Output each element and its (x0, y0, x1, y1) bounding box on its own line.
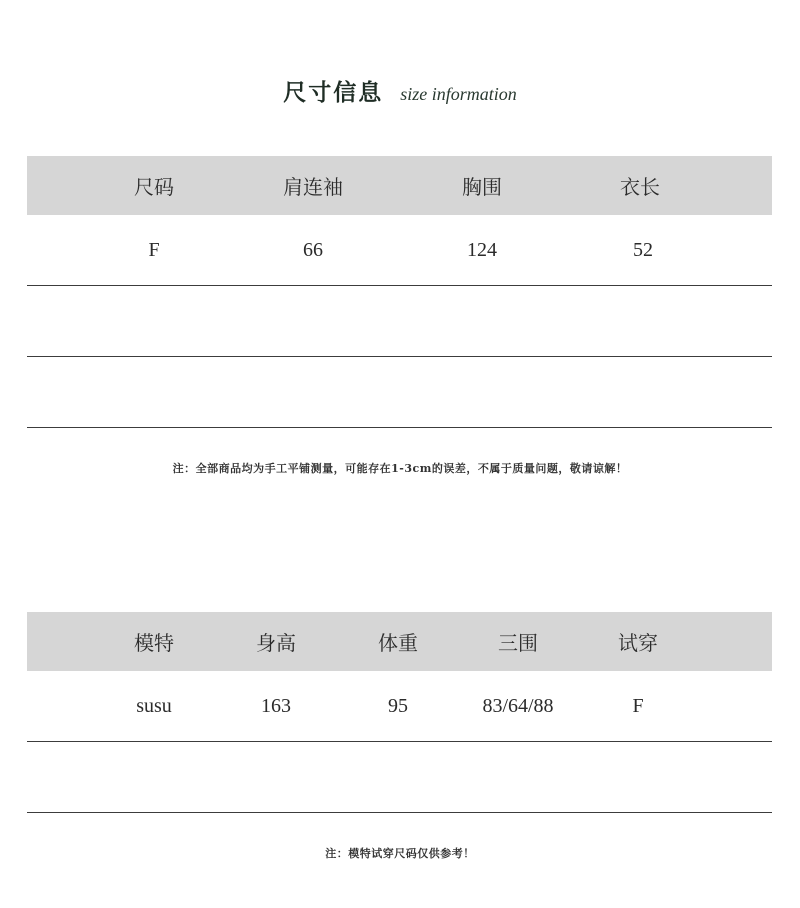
cell-chest: 124 (467, 238, 497, 261)
table-row (27, 742, 772, 813)
header-chest: 胸围 (462, 175, 502, 199)
header-size: 尺码 (134, 175, 174, 199)
cell-chest (432, 286, 532, 356)
model-table (27, 612, 772, 813)
cell-model (104, 742, 204, 812)
cell-weight: 95 (388, 694, 408, 717)
cell-size: F (148, 238, 160, 261)
page-title (0, 74, 800, 107)
header-sleeve: 肩连袖 (283, 175, 343, 199)
table-row (27, 357, 772, 428)
size-table-header (27, 156, 772, 215)
header-height: 身高 (256, 631, 296, 655)
table-row (27, 215, 772, 286)
cell-fitting-size: F (632, 694, 644, 717)
header-model: 模特 (134, 631, 174, 655)
cell-sleeve: 66 (303, 238, 323, 261)
header-weight: 体重 (378, 631, 418, 655)
table-row (27, 671, 772, 742)
cell-chest (432, 357, 532, 427)
measurement-note: 注：全部商品均为手工平铺测量，可能存在1-3cm的误差，不属于质量问题，敬请谅解！ (172, 462, 628, 475)
cell-size (104, 286, 204, 356)
header-fitting-size: 试穿 (618, 631, 658, 655)
header-length: 衣长 (620, 175, 660, 199)
cell-fitting-size (588, 742, 688, 812)
cell-length (593, 286, 693, 356)
cell-sleeve (263, 286, 363, 356)
cell-measurements (468, 742, 568, 812)
model-note: 注：模特试穿尺码仅供参考！ (325, 847, 475, 860)
table-row (27, 286, 772, 357)
cell-length (593, 357, 693, 427)
title-chinese: 尺寸信息 (283, 79, 384, 106)
cell-model: susu (136, 694, 172, 717)
cell-size (104, 357, 204, 427)
cell-weight (348, 742, 448, 812)
header-measurements: 三围 (498, 631, 538, 655)
cell-length: 52 (633, 238, 653, 261)
cell-measurements: 83/64/88 (482, 694, 554, 717)
size-table (27, 156, 772, 428)
model-table-header (27, 612, 772, 671)
cell-sleeve (263, 357, 363, 427)
title-english: size information (400, 84, 517, 104)
cell-height: 163 (261, 694, 291, 717)
cell-height (226, 742, 326, 812)
